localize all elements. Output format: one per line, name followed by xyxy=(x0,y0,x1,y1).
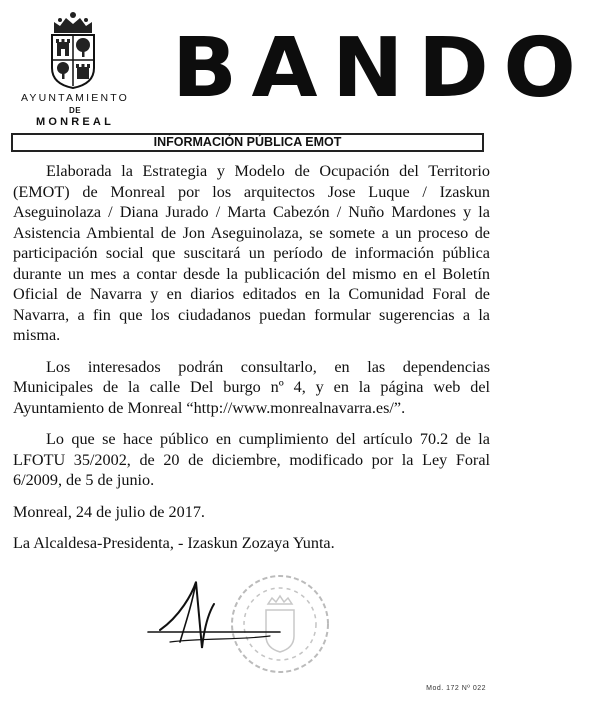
body-paragraph: Elaborada la Estrategia y Modelo de Ocupación del Territorio (EMOT) de Monreal por los arquitectos Jose Luque / Izaskun Aseguinolaza / Diana Jurado / Marta Cabezón / Nuño Mardones y la Asistencia Ambiental de Jon Aseguinolaza, se somete a un proceso de participación social que suscitará un período de información pública durante un mes a contar desde la publicación del mismo en el Boletín Oficial de Navarra y en diarios editados en la Comunidad Foral de Navarra, a fin que los ciudadanos puedan formular sugerencias a la misma. xyxy=(13,162,490,344)
document-header xyxy=(0,0,590,132)
signatory-line: La Alcaldesa-Presidenta, - Izaskun Zozaya Yunta. xyxy=(13,534,335,552)
municipality-name-line3: MONREAL xyxy=(35,116,114,128)
notice-body xyxy=(13,161,490,565)
form-reference: Mod. 172 Nº 022 xyxy=(426,685,486,692)
document-heading: BANDO xyxy=(172,21,590,116)
handwritten-signature-icon xyxy=(130,572,330,668)
notice-title: INFORMACIÓN PÚBLICA EMOT xyxy=(11,133,484,152)
body-paragraph: Los interesados podrán consultarlo, en las dependencias Municipales de la calle Del burgo nº 4, y en la página web del Ayuntamiento de Monreal “http://www.monrealnavarra.es/”. xyxy=(13,357,490,417)
date-line: Monreal, 24 de julio de 2017. xyxy=(13,502,205,521)
body-paragraph: Lo que se hace público en cumplimiento del artículo 70.2 de la LFOTU 35/2002, de 20 de diciembre, modificado por la Ley Foral 6/2009, de 5 de junio. xyxy=(13,430,490,489)
municipality-name-line1: AYUNTAMIENTO xyxy=(20,92,130,104)
coat-of-arms-icon xyxy=(46,10,100,90)
municipality-name-line2: DE xyxy=(68,106,82,115)
